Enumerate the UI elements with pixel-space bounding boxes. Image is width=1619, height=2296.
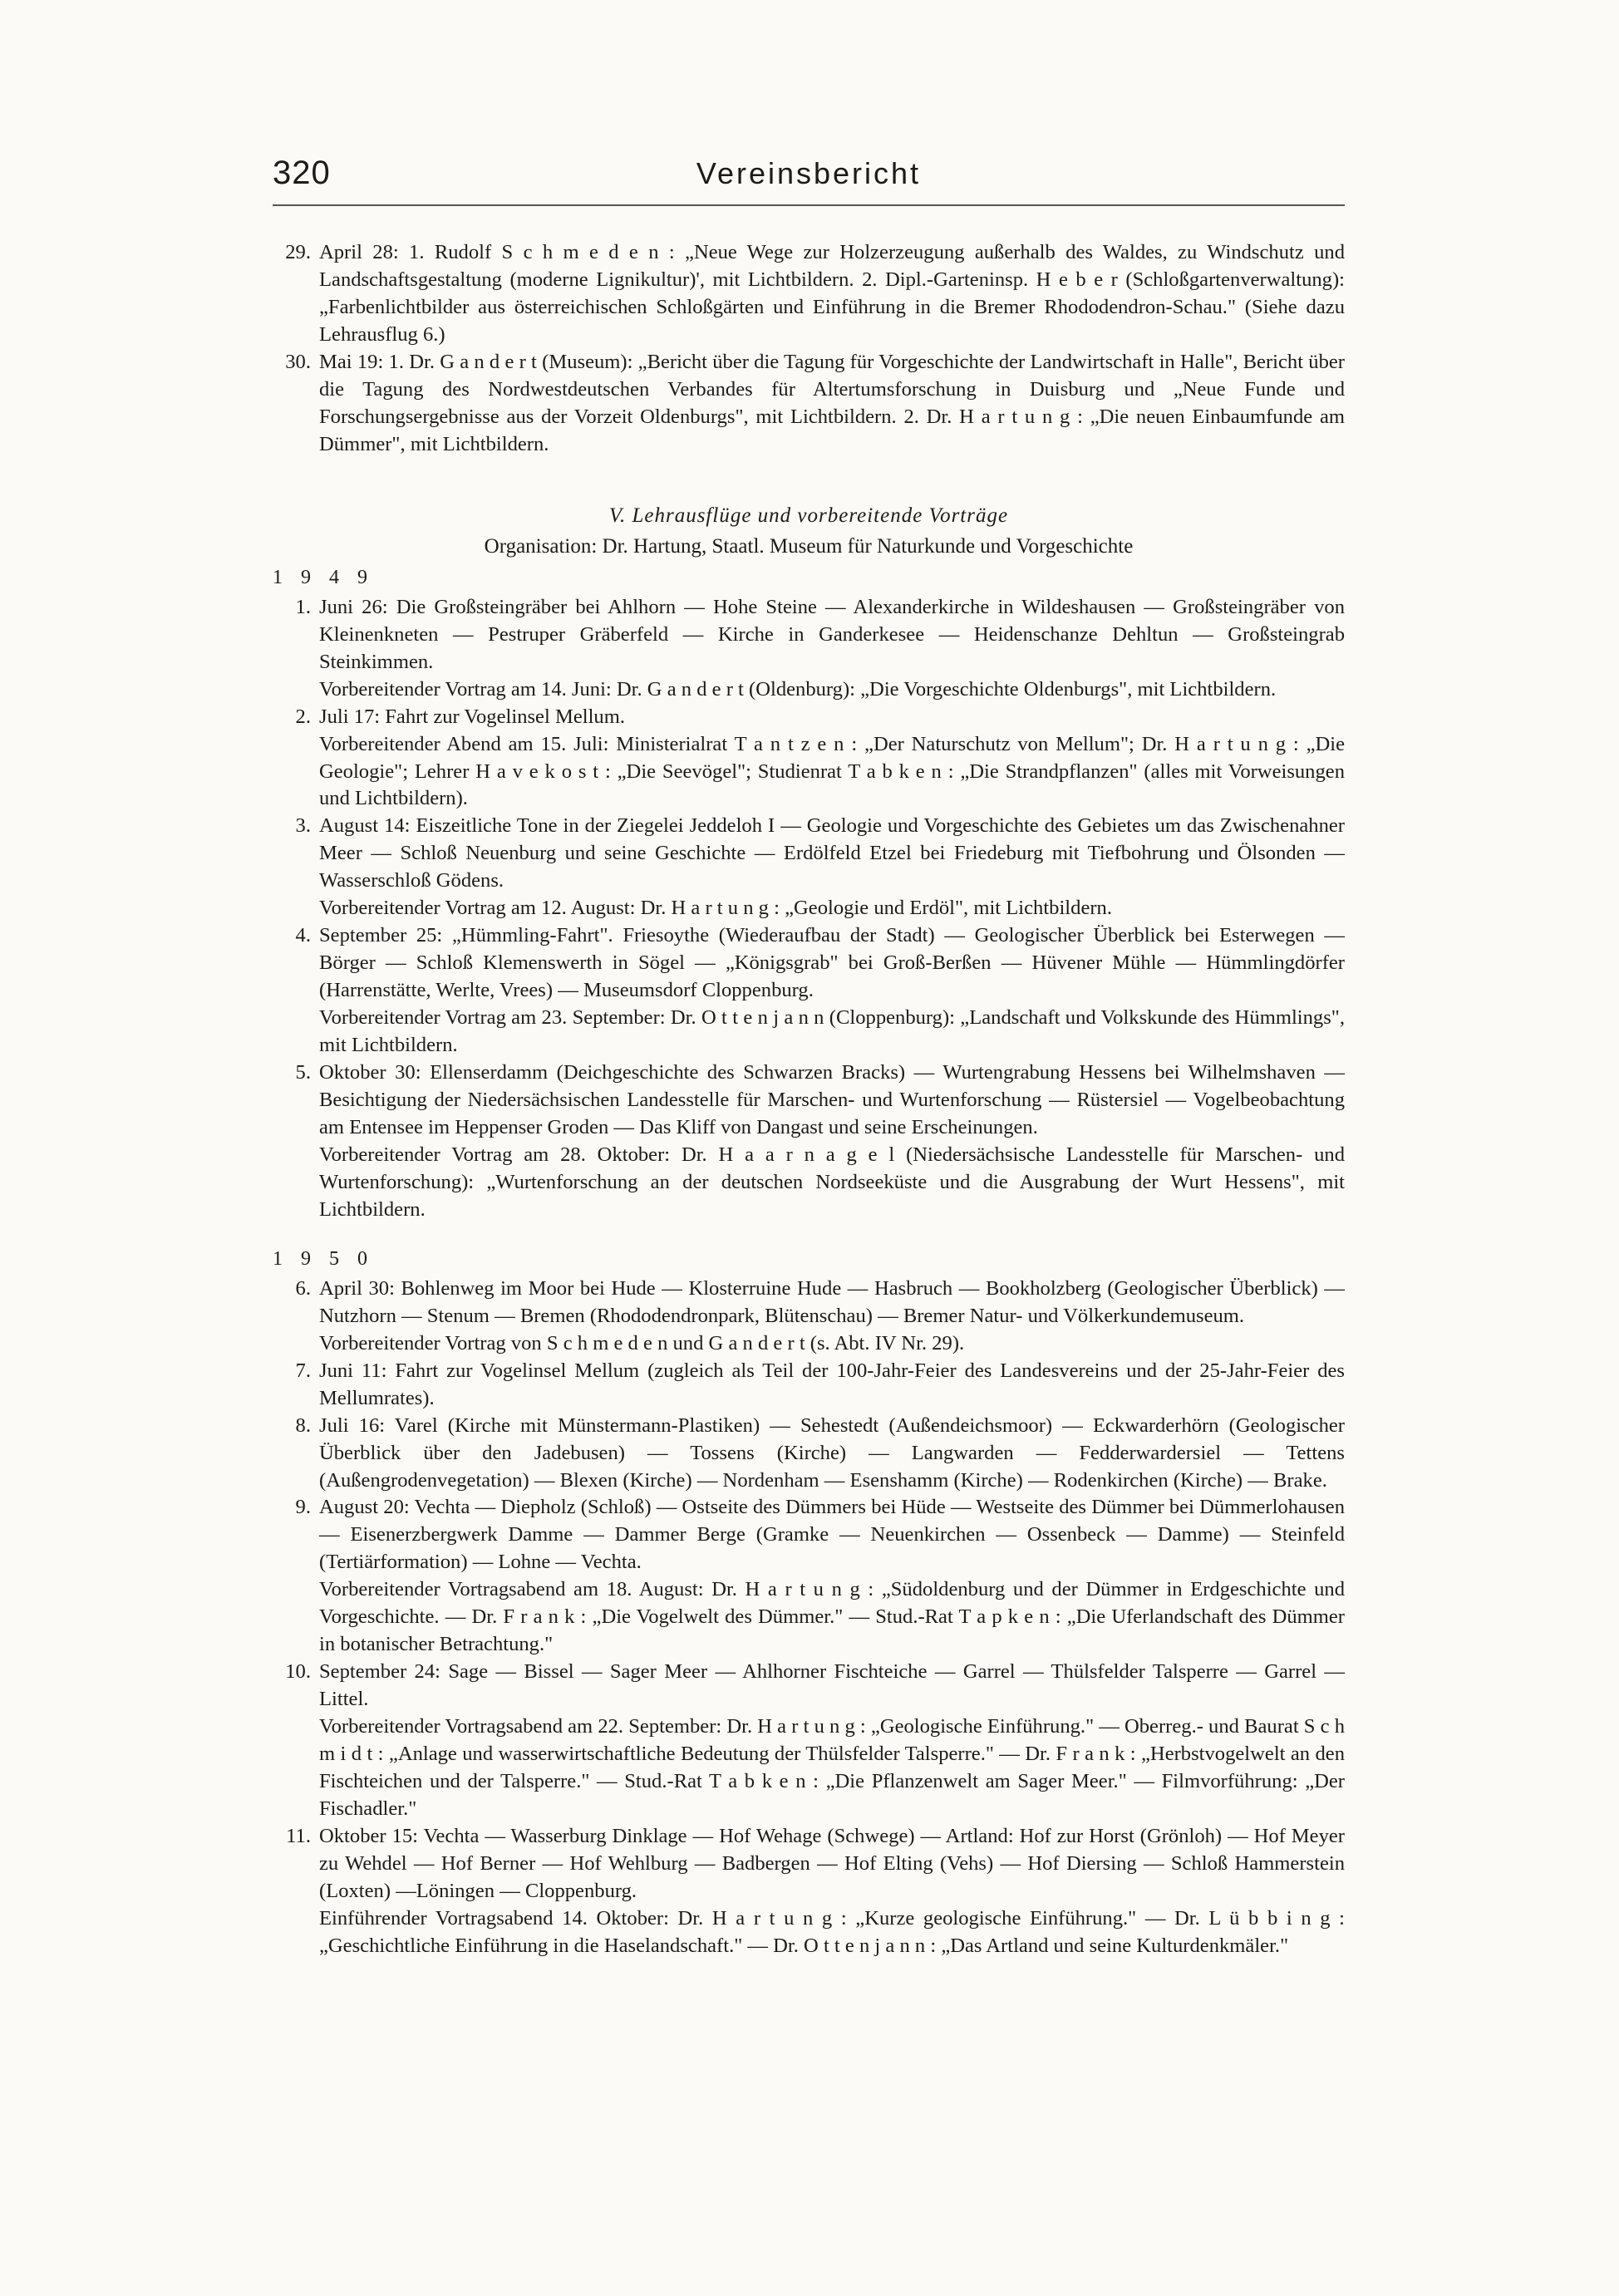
entry-number: 11. xyxy=(286,1824,311,1847)
excursion-route: August 20: Vechta — Diepholz (Schloß) — Ostseite des Dümmers bei Hüde — Westseite des Dümmer bei Dümmerlohausen — Eisenerzbergwerk Damme — Dammer Berge (Gramke — Neuenkirchen — Ossenbeck — Damme) — Steinfeld (Tertiärformation) — Lohne — Vechta. xyxy=(319,1496,1345,1574)
excursion-route: Juli 16: Varel (Kirche mit Münstermann-Plastiken) — Sehestedt (Außendeichsmoor) — Eckwarderhörn (Geologischer Überblick über den Jadebusen) — Tossens (Kirche) — Langwarden — Fedderwardersiel — Tettens (Außengrodenvegetation) — Blexen (Kirche) — Nordenham — Esenshamm (Kirche) — Rodenkirchen (Kirche) — Brake. xyxy=(319,1413,1345,1492)
year-heading-1950: 1 9 5 0 xyxy=(273,1247,374,1270)
entry-number: 4. xyxy=(295,924,311,947)
preparatory-lecture: Vorbereitender Vortrag am 12. August: Dr. H a r t u n g : „Geologie und Erdöl", mit Lichtbildern. xyxy=(319,897,1112,920)
preparatory-lecture: Vorbereitender Vortragsabend am 22. September: Dr. H a r t u n g : „Geologische Einführung." — Oberreg.- und Baurat S c h m i d t : „Anlage und wasserwirtschaftliche Bedeutung der Thülsfelder Talsperre." — Dr. F r a n k : „Herbstvogelwelt an den Fischteichen und der Talsperre." — Stud.-Rat T a b k e n : „Die Pflanzenwelt am Sager Meer." — Filmvorführung: „Der Fischadler." xyxy=(319,1715,1345,1820)
running-title: Vereinsbericht xyxy=(696,156,922,190)
excursion-entry xyxy=(273,594,1345,704)
entry-number: 6. xyxy=(295,1276,311,1300)
excursion-route: August 14: Eiszeitliche Tone in der Ziegelei Jeddeloh I — Geologie und Vorgeschichte des Gebietes um das Zwischenahner Meer — Schloß Neuenburg und seine Geschichte — Erdölfeld Etzel bei Friedeburg mit Tiefbohrung und Ölsonden — Wasserschloß Gödens. xyxy=(319,814,1345,892)
section-organisation: Organisation: Dr. Hartung, Staatl. Museum für Naturkunde und Vorgeschichte xyxy=(484,535,1134,558)
excursion-entry xyxy=(273,1060,1345,1224)
excursion-entry xyxy=(273,1358,1345,1413)
preparatory-lecture: Vorbereitender Vortrag am 14. Juni: Dr. G a n d e r t (Oldenburg): „Die Vorgeschichte Oldenburgs", mit Lichtbildern. xyxy=(319,677,1277,701)
excursion-entry xyxy=(273,922,1345,1060)
entry-text: April 28: 1. Rudolf S c h m e d e n : „Neue Wege zur Holzerzeugung außerhalb des Waldes, zu Windschutz und Landschaftsgestaltung (moderne Lignikultur)', mit Lichtbildern. 2. Dipl.-Garteninsp. H e b e r (Schloßgartenverwaltung): „Farbenlichtbilder aus österreichischen Schloßgärten und Einführung in die Bremer Rhododendron-Schau." (Siehe dazu Lehrausflug 6.) xyxy=(319,241,1345,346)
entry-number: 7. xyxy=(295,1359,311,1382)
section-heading: V. Lehrausflüge und vorbereitende Vorträge xyxy=(608,504,1009,527)
excursion-route: September 24: Sage — Bissel — Sager Meer — Ahlhorner Fischteiche — Garrel — Thülsfelder Talsperre — Garrel — Littel. xyxy=(319,1660,1345,1711)
excursion-entry xyxy=(273,813,1345,922)
preparatory-lecture: Einführender Vortragsabend 14. Oktober: Dr. H a r t u n g : „Kurze geologische Einführung." — Dr. L ü b b i n g : „Geschichtliche Einführung in die Haselandschaft." — Dr. O t t e n j a n n : „Das Artland und seine Kulturdenkmäler." xyxy=(319,1906,1345,1957)
entry-text: Mai 19: 1. Dr. G a n d e r t (Museum): „Bericht über die Tagung für Vorgeschichte der Landwirtschaft in Halle", Bericht über die Tagung des Nordwestdeutschen Verbandes für Altertumsforschung in Duisburg und „Neue Funde und Forschungsergebnisse aus der Vorzeit Oldenburgs", mit Lichtbildern. 2. Dr. H a r t u n g : „Die neuen Einbaumfunde am Dümmer", mit Lichtbildern. xyxy=(319,350,1345,455)
page-number: 320 xyxy=(273,155,331,191)
lecture-entry xyxy=(273,239,1345,349)
entry-number: 9. xyxy=(295,1496,311,1519)
excursion-entry xyxy=(273,1823,1345,1960)
preparatory-lecture: Vorbereitender Vortragsabend am 18. August: Dr. H a r t u n g : „Südoldenburg und der Dümmer in Erdgeschichte und Vorgeschichte. — Dr. F r a n k : „Die Vogelwelt des Dümmer." — Stud.-Rat T a p k e n : „Die Uferlandschaft des Dümmer in botanischer Betrachtung." xyxy=(319,1578,1345,1656)
page-header xyxy=(273,155,1345,209)
preparatory-lecture: Vorbereitender Vortrag am 23. September: Dr. O t t e n j a n n (Cloppenburg): „Landschaft und Volkskunde des Hümmlings", mit Lichtbildern. xyxy=(319,1006,1345,1057)
preparatory-lecture: Vorbereitender Abend am 15. Juli: Ministerialrat T a n t z e n : „Der Naturschutz von Mellum"; Dr. H a r t u n g : „Die Geologie"; Lehrer H a v e k o s t : „Die Seevögel"; Studienrat T a b k e n : „Die Strandpflanzen" (alles mit Vorweisungen und Lichtbildern). xyxy=(319,732,1345,810)
excursion-entry xyxy=(273,1659,1345,1823)
excursion-route: Oktober 30: Ellenserdamm (Deichgeschichte des Schwarzen Bracks) — Wurtengrabung Hessens bei Wilhelmshaven — Besichtigung der Niedersächsischen Landesstelle für Marschen- und Wurtenforschung — Rüstersiel — Vogelbeobachtung am Entensee im Heppenser Groden — Das Kliff von Dangast und seine Erscheinungen. xyxy=(319,1060,1345,1138)
excursion-route: Juli 17: Fahrt zur Vogelinsel Mellum. xyxy=(319,705,625,728)
entry-number: 1. xyxy=(295,595,311,618)
entry-number: 3. xyxy=(295,814,311,838)
entry-number: 5. xyxy=(295,1060,311,1084)
excursion-entry xyxy=(273,1276,1345,1358)
entry-number: 29. xyxy=(285,241,311,263)
year-heading-1949: 1 9 4 9 xyxy=(273,566,374,588)
preparatory-lecture: Vorbereitender Vortrag von S c h m e d e n und G a n d e r t (s. Abt. IV Nr. 29). xyxy=(319,1331,965,1354)
entry-number: 30. xyxy=(285,350,311,373)
excursion-route: April 30: Bohlenweg im Moor bei Hude — Klosterruine Hude — Hasbruch — Bookholzberg (Geologischer Überblick) — Nutzhorn — Stenum — Bremen (Rhododendronpark, Blütenschau) — Bremer Natur- und Völkerkundemuseum. xyxy=(319,1276,1345,1327)
lecture-entry xyxy=(273,349,1345,459)
excursion-entry xyxy=(273,704,1345,814)
excursion-route: September 25: „Hümmling-Fahrt". Friesoythe (Wiederaufbau der Stadt) — Geologischer Überblick bei Esterwegen — Börger — Schloß Klemenswerth in Sögel — „Königsgrab" bei Groß-Berßen — Hüvener Mühle — Hümmlingdörfer (Harrenstätte, Werlte, Vrees) — Museumsdorf Cloppenburg. xyxy=(319,924,1345,1002)
excursion-route: Oktober 15: Vechta — Wasserburg Dinklage — Hof Wehage (Schwege) — Artland: Hof zur Horst (Grönloh) — Hof Meyer zu Wehdel — Hof Berner — Hof Wehlburg — Badbergen — Hof Elting (Vehs) — Hof Diersing — Schloß Hammerstein (Loxten) —Löningen — Cloppenburg. xyxy=(319,1824,1345,1902)
body-text xyxy=(273,239,1345,1960)
entry-number: 2. xyxy=(295,705,311,728)
entry-number: 8. xyxy=(295,1413,311,1437)
excursion-entry xyxy=(273,1413,1345,1495)
excursion-route: Juni 11: Fahrt zur Vogelinsel Mellum (zugleich als Teil der 100-Jahr-Feier des Landesvereins und der 25-Jahr-Feier des Mellumrates). xyxy=(319,1359,1345,1409)
excursion-route: Juni 26: Die Großsteingräber bei Ahlhorn — Hohe Steine — Alexanderkirche in Wildeshausen — Großsteingräber von Kleinenkneten — Pestruper Gräberfeld — Kirche in Ganderkesee — Heidenschanze Dehltun — Großsteingrab Steinkimmen. xyxy=(319,595,1345,673)
header-rule xyxy=(273,204,1345,206)
preparatory-lecture: Vorbereitender Vortrag am 28. Oktober: Dr. H a a r n a g e l (Niedersächsische Landesstelle für Marschen- und Wurtenforschung): „Wurtenforschung an der deutschen Nordseeküste und die Ausgrabung der Wurt Hessens", mit Lichtbildern. xyxy=(319,1143,1345,1221)
entry-number: 10. xyxy=(285,1660,311,1684)
excursion-entry xyxy=(273,1494,1345,1659)
